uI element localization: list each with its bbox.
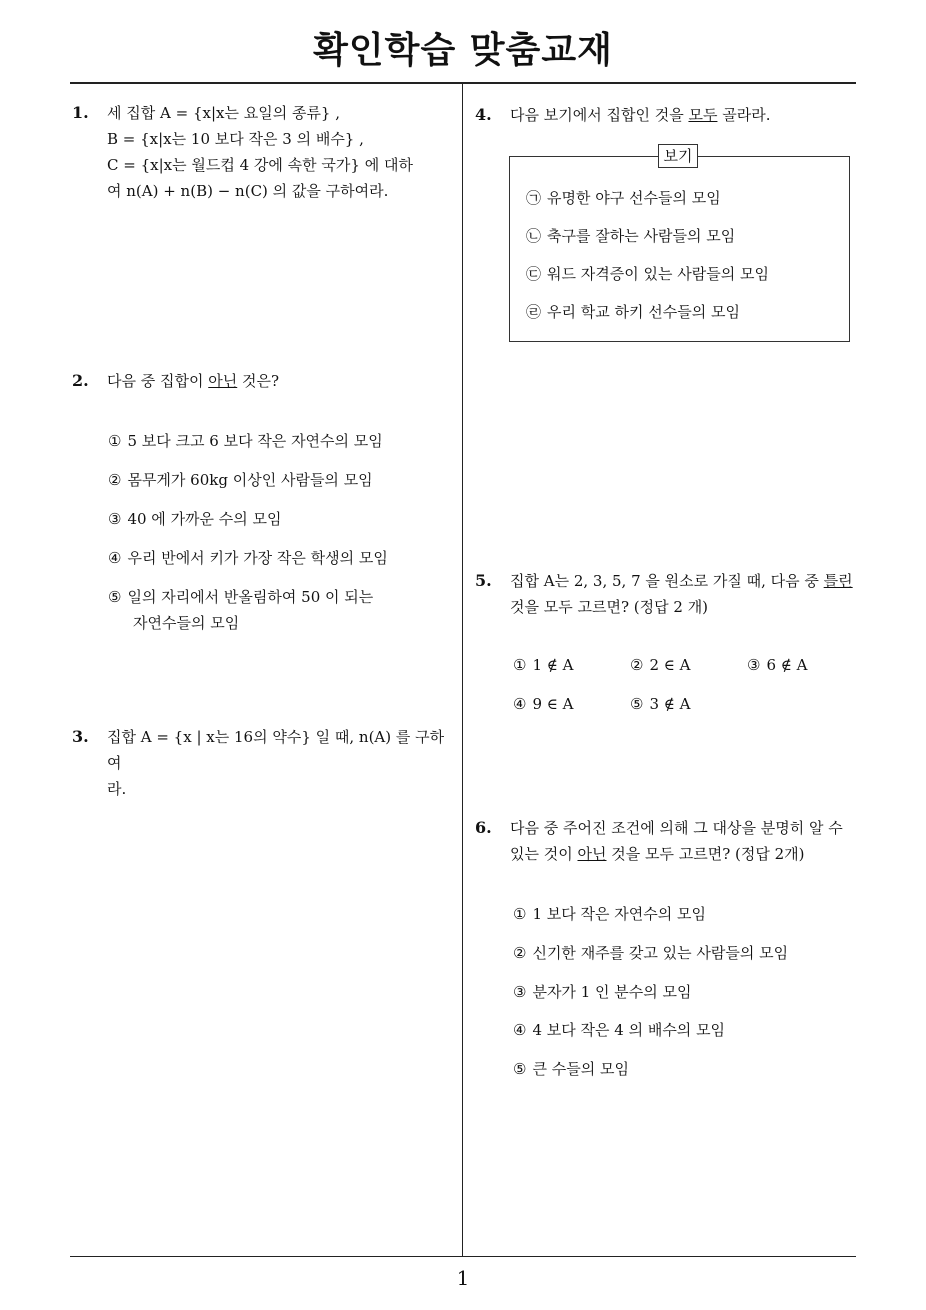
question-text-part: 골라라. [717,106,771,124]
option-marker: ③ [108,510,122,528]
option-marker: ④ [513,1021,527,1039]
option-marker: ④ [513,695,527,713]
bottom-divider [70,1256,856,1257]
answer-option-2[interactable] [630,652,690,678]
answer-option-2[interactable] [108,467,373,493]
question-6 [475,815,865,867]
option-text: 5 보다 크고 6 보다 작은 자연수의 모임 [127,432,383,450]
option-marker: ① [108,432,122,450]
underlined-keyword: 아닌 [208,372,238,390]
question-1 [72,100,457,204]
option-text: 신기한 재주를 갖고 있는 사람들의 모임 [532,944,789,962]
option-text: 일의 자리에서 반올림하여 50 이 되는 [127,588,374,606]
question-text [107,724,457,802]
option-text: 몸무게가 60kg 이상인 사람들의 모임 [127,471,373,489]
option-text: 1 ∉ A [532,656,574,674]
example-item-4[interactable] [526,300,740,324]
question-line: 여 n(A) + n(B) − n(C) 의 값을 구하여라. [107,182,389,200]
question-line: 라. [107,780,127,798]
question-line: C = {x|x는 월드컵 4 강에 속한 국가} 에 대하 [107,156,413,174]
question-number: 1. [72,103,89,122]
item-marker: ㉠ [526,189,542,207]
answer-option-3[interactable] [747,652,807,678]
option-marker: ⑤ [108,588,122,606]
question-text [510,815,865,867]
option-marker: ② [513,944,527,962]
question-text-part: 것은? [237,372,280,390]
question-line: 집합 A = {x | x는 16의 약수} 일 때, n(A) 를 구하여 [107,728,445,772]
answer-option-4[interactable] [513,691,573,717]
question-number: 4. [475,105,492,124]
option-text: 큰 수들의 모임 [532,1060,629,1078]
option-marker: ④ [108,549,122,567]
example-item-1[interactable] [526,186,721,210]
answer-option-5[interactable] [630,691,690,717]
question-text-part: 집합 A는 2, 3, 5, 7 을 원소로 가질 때, 다음 중 [510,572,824,590]
question-3 [72,724,457,802]
option-text: 6 ∉ A [766,656,808,674]
option-marker: ① [513,905,527,923]
option-text: 1 보다 작은 자연수의 모임 [532,905,706,923]
column-divider [462,84,463,1256]
item-marker: ㉡ [526,227,542,245]
question-text-part: 있는 것이 [510,845,578,863]
answer-option-4[interactable] [513,1017,725,1043]
question-line: 다음 중 주어진 조건에 의해 그 대상을 분명히 알 수 [510,819,843,837]
question-text [107,368,457,394]
option-marker: ① [513,656,527,674]
question-5 [475,568,865,620]
question-number: 2. [72,371,89,390]
question-text [107,100,457,204]
question-number: 6. [475,818,492,837]
question-number: 5. [475,571,492,590]
question-line: 것을 모두 고르면? (정답 2 개) [510,598,709,616]
item-text: 축구를 잘하는 사람들의 모임 [547,227,736,245]
example-box-label: 보기 [658,144,698,168]
item-text: 우리 학교 하키 선수들의 모임 [547,303,740,321]
option-marker: ⑤ [630,695,644,713]
question-text-part: 다음 중 집합이 [107,372,209,390]
option-text: 9 ∈ A [532,695,574,713]
answer-option-4[interactable] [108,545,388,571]
option-text: 40 에 가까운 수의 모임 [127,510,282,528]
answer-option-1[interactable] [513,652,573,678]
option-text: 우리 반에서 키가 가장 작은 학생의 모임 [127,549,388,567]
option-text: 2 ∈ A [649,656,691,674]
page-title: 확인학습 맞춤교재 [313,30,613,71]
answer-option-3[interactable] [513,979,691,1005]
option-marker: ③ [747,656,761,674]
option-marker: ⑤ [513,1060,527,1078]
option-text-continued: 자연수들의 모임 [133,614,240,632]
option-marker: ③ [513,983,527,1001]
answer-option-1[interactable] [108,428,383,454]
example-item-3[interactable] [526,262,769,286]
question-4 [475,102,860,128]
option-text: 3 ∉ A [649,695,691,713]
underlined-keyword: 틀린 [823,572,853,590]
option-marker: ② [108,471,122,489]
question-line: B = {x|x는 10 보다 작은 3 의 배수} , [107,130,364,148]
option-text: 분자가 1 인 분수의 모임 [532,983,692,1001]
option-text: 4 보다 작은 4 의 배수의 모임 [532,1021,726,1039]
page-number: 1 [456,1266,470,1290]
question-text [510,568,865,620]
question-number: 3. [72,727,89,746]
item-text: 워드 자격증이 있는 사람들의 모임 [547,265,769,283]
example-item-2[interactable] [526,224,735,248]
answer-option-3[interactable] [108,506,282,532]
answer-option-5[interactable] [513,1056,629,1082]
question-text-part: 다음 보기에서 집합인 것을 [510,106,689,124]
top-divider [70,82,856,84]
question-text [510,102,860,128]
option-marker: ② [630,656,644,674]
answer-option-1[interactable] [513,901,706,927]
answer-option-2[interactable] [513,940,788,966]
item-marker: ㉣ [526,303,542,321]
underlined-keyword: 아닌 [577,845,607,863]
underlined-keyword: 모두 [688,106,718,124]
item-marker: ㉢ [526,265,542,283]
question-text-part: 것을 모두 고르면? (정답 2개) [606,845,805,863]
answer-option-5[interactable] [108,584,373,636]
item-text: 유명한 야구 선수들의 모임 [547,189,721,207]
question-line: 세 집합 A = {x|x는 요일의 종류} , [107,104,341,122]
question-2 [72,368,457,394]
